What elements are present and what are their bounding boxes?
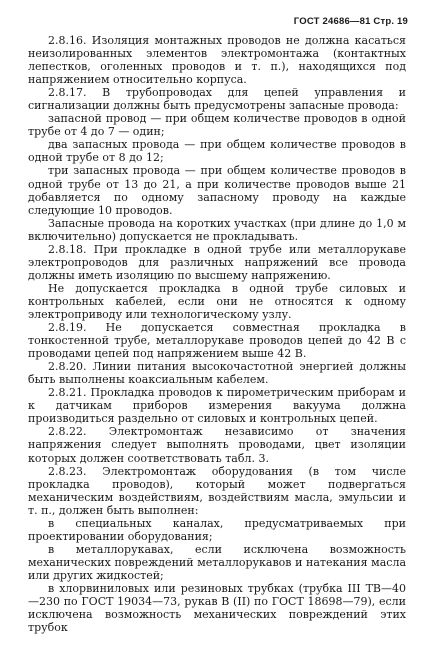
list-item-two-spare-wires: два запасных провода — при общем количестве проводов в одной трубе от 8 до 12; <box>28 138 406 165</box>
list-item-three-spare-wires: три запасных провода — при общем количестве проводов в одной трубе от 13 до 21, а при количестве проводов выше 21 добавляется по одному запасному проводу на каждые следующие 10 проводов. <box>28 164 406 217</box>
paragraph-spare-wires-short-sections: Запасные провода на коротких участках (при длине до 1,0 м включительно) допускается не прокладывать. <box>28 216 406 243</box>
list-item-vinyl-rubber-tubes: в хлорвиниловых или резиновых трубках (трубка III ТВ—40—230 по ГОСТ 19034—73, рукав В (II) по ГОСТ 18698—79), если исключена возможность механических повреждений этих трубок <box>28 581 406 635</box>
paragraph-cables-prohibition: Не допускается прокладка в одной трубе силовых и контрольных кабелей, если они не относятся к одному электроприводу или технологическому узлу. <box>28 281 406 321</box>
paragraph-2-8-18: 2.8.18. При прокладке в одной трубе или металлорукаве электропроводов для различных напряжений все провода должны иметь изоляцию по высшему напряжению. <box>28 242 406 282</box>
list-item-one-spare-wire: запасной провод — при общем количестве проводов в одной трубе от 4 до 7 — один; <box>28 112 406 139</box>
paragraph-2-8-23: 2.8.23. Электромонтаж оборудования (в том числе прокладка проводов), который может подвергаться механическим воздействиям, воздействиям масла, эмульсии и т. п., должен быть выполнен: <box>28 464 406 517</box>
paragraph-2-8-19: 2.8.19. Не допускается совместная прокладка в тонкостенной трубе, металлорукаве проводов цепей до 42 В с проводами цепей под напряжением выше 42 В. <box>28 321 406 361</box>
document-body <box>28 34 406 634</box>
paragraph-2-8-20: 2.8.20. Линии питания высокочастотной энергией должны быть выполнены коаксиальным кабелем. <box>28 360 406 387</box>
list-item-special-channels: в специальных каналах, предусматриваемых при проектировании оборудования; <box>28 516 406 543</box>
list-item-metal-hoses: в металлорукавах, если исключена возможность механических повреждений металлорукавов и натекания масла или других жидкостей; <box>28 542 406 582</box>
paragraph-2-8-21: 2.8.21. Прокладка проводов к пирометрическим приборам и к датчикам приборов измерения вакуума должна производиться раздельно от силовых и контрольных цепей. <box>28 386 406 426</box>
paragraph-2-8-17: 2.8.17. В трубопроводах для цепей управления и сигнализации должны быть предусмотрены запасные провода: <box>28 86 406 113</box>
page-header: ГОСТ 24686—81 Стр. 19 <box>293 16 408 27</box>
paragraph-2-8-22: 2.8.22. Электромонтаж независимо от значения напряжения следует выполнять проводами, цвет изоляции которых должен соответствовать табл. 3. <box>28 425 406 465</box>
paragraph-2-8-16: 2.8.16. Изоляция монтажных проводов не должна касаться неизолированных элементов электромонтажа (контактных лепестков, оголенных проводов и т. п.), находящихся под напряжением относительно корпуса. <box>28 34 406 87</box>
